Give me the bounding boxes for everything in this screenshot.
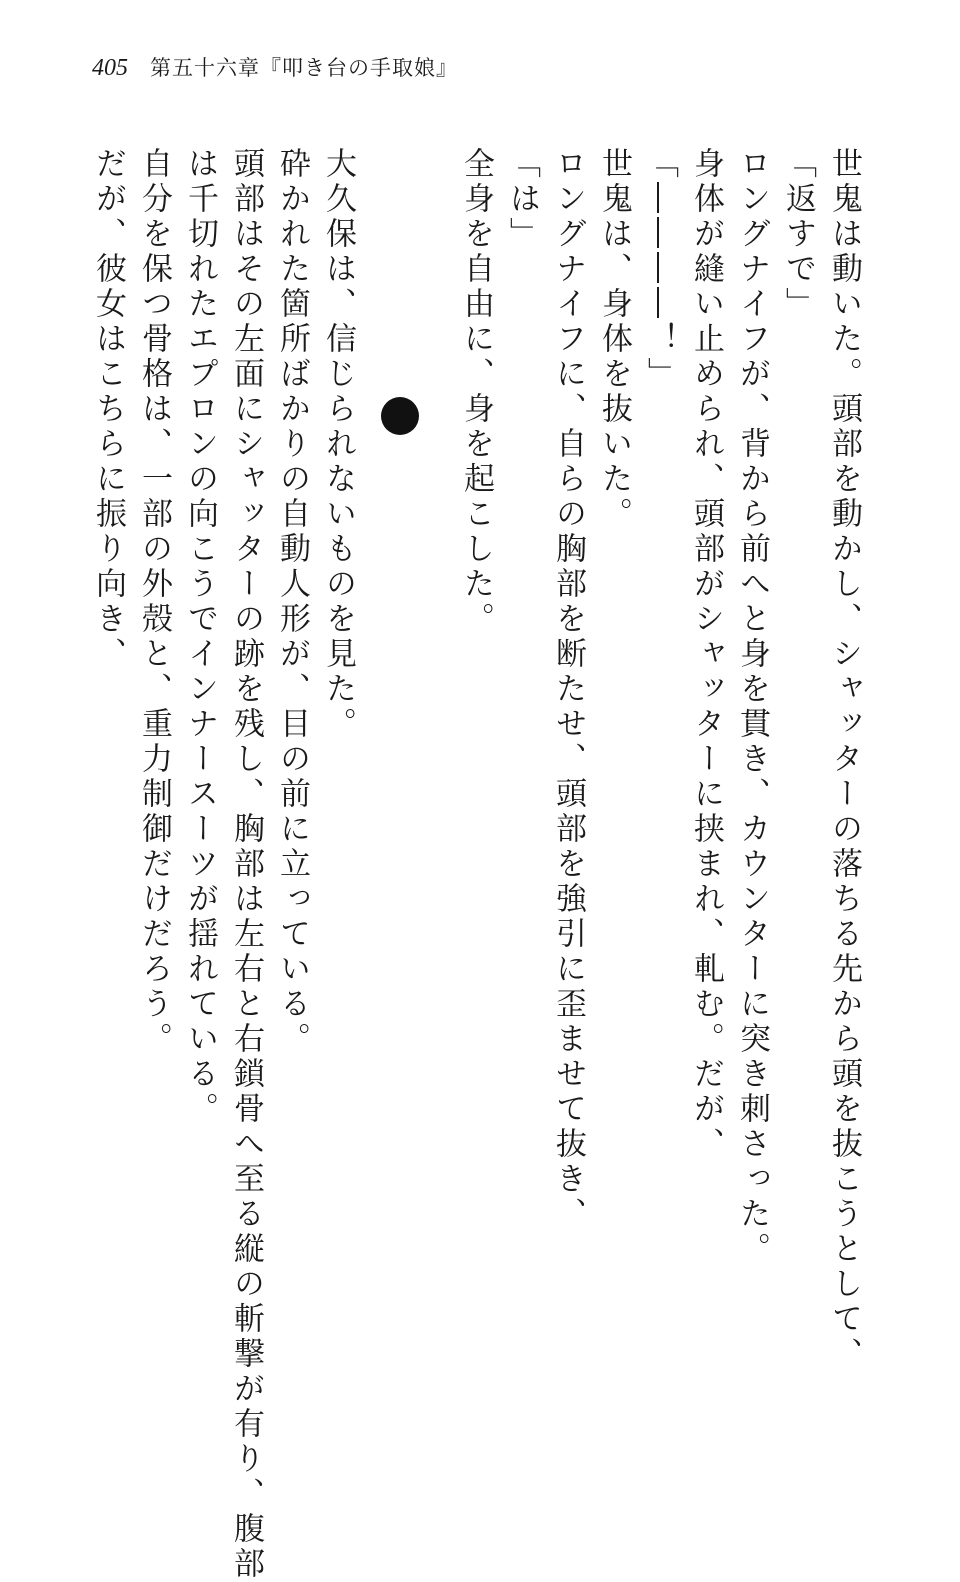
text-column: ロングナイフが、背から前へと身を貫き、カウンターに突き刺さった。	[734, 147, 770, 1267]
text-column: は千切れたエプロンの向こうでインナースーツが揺れている。	[182, 147, 218, 1127]
text-column: 「返すで」	[780, 147, 816, 322]
text-column: 身体が縫い止められ、頭部がシャッターに挟まれ、軋む。だが、	[688, 147, 724, 1162]
text-column: だが、彼女はこちらに振り向き、	[90, 147, 126, 672]
scene-break-dot	[381, 397, 419, 435]
text-column: 全身を自由に、身を起こした。	[458, 147, 494, 637]
text-column: 世鬼は動いた。頭部を動かし、シャッターの落ちる先から頭を抜こうとして、	[826, 147, 862, 1372]
text-column: 大久保は、信じられないものを見た。	[320, 147, 356, 742]
text-column: 頭部はその左面にシャッターの跡を残し、胸部は左右と右鎖骨へ至る縦の斬撃が有り、腹部	[228, 147, 264, 1582]
text-column: ロングナイフに、自らの胸部を断たせ、頭部を強引に歪ませて抜き、	[550, 147, 586, 1232]
text-column: 「――――！」	[642, 147, 678, 392]
page-number: 405	[92, 55, 128, 81]
text-column: 「は」	[504, 147, 540, 252]
text-column: 世鬼は、身体を抜いた。	[596, 147, 632, 532]
text-column: 砕かれた箇所ばかりの自動人形が、目の前に立っている。	[274, 147, 310, 1057]
text-column: 自分を保つ骨格は、一部の外殻と、重力制御だけだろう。	[136, 147, 172, 1057]
page-header	[92, 52, 458, 92]
running-title: 第五十六章『叩き台の手取娘』	[150, 56, 458, 80]
